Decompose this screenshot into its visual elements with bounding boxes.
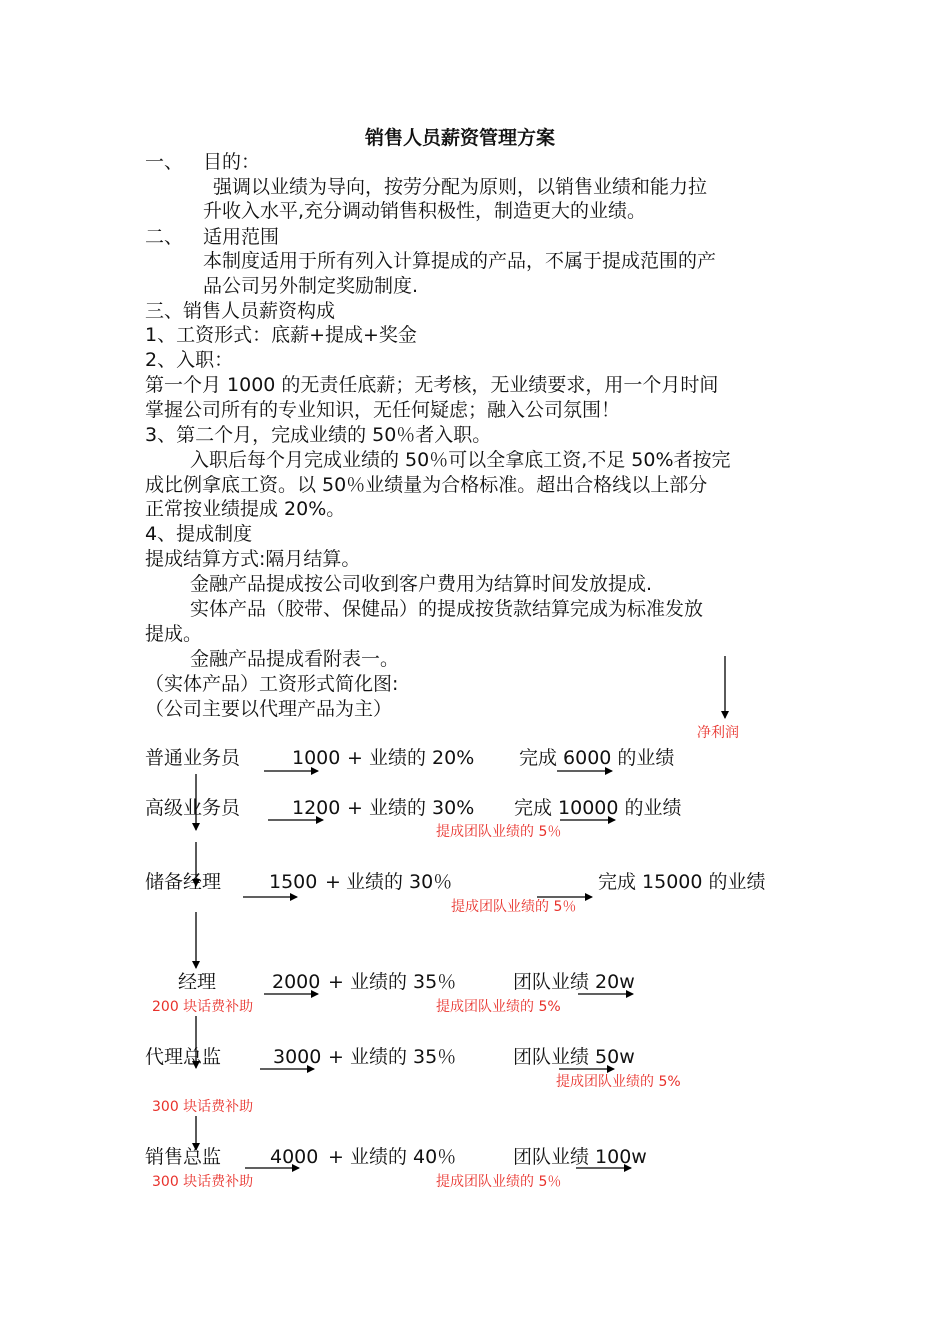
level-target: 团队业绩 50w bbox=[513, 1046, 635, 1068]
level-target: 团队业绩 20w bbox=[513, 971, 635, 993]
paragraph-entry-rule-1: 入职后每个月完成业绩的 50％可以全拿底工资,不足 50%者按完 bbox=[190, 449, 731, 471]
paragraph-diagram-caption: （实体产品）工资形式简化图: bbox=[145, 673, 399, 695]
manager-phone-subsidy-note: 200 块话费补助 bbox=[152, 999, 254, 1015]
agent-team-bonus-note: 提成团队业绩的 5% bbox=[556, 1074, 681, 1090]
level-base: 1200 bbox=[292, 797, 341, 819]
paragraph-first-month-1: 第一个月 1000 的无责任底薪；无考核，无业绩要求，用一个月时间 bbox=[145, 374, 719, 396]
paragraph-first-month-2: 掌握公司所有的专业知识，无任何疑虑；融入公司氛围！ bbox=[145, 399, 621, 421]
level-target: 完成 10000 的业绩 bbox=[514, 797, 682, 819]
paragraph-physical-products-2: 提成。 bbox=[145, 623, 203, 645]
paragraph-appendix-ref: 金融产品提成看附表一。 bbox=[190, 648, 400, 670]
section2-title: 适用范围 bbox=[203, 226, 280, 248]
plus-sign: + bbox=[328, 971, 344, 993]
paragraph-salary-form: 1、工资形式：底薪+提成+奖金 bbox=[145, 324, 417, 346]
paragraph-entry-rule-3: 正常按业绩提成 20%。 bbox=[145, 498, 346, 520]
section2-text-line2: 品公司另外制定奖励制度. bbox=[203, 275, 419, 297]
level-target: 完成 6000 的业绩 bbox=[519, 747, 675, 769]
level-base: 2000 bbox=[272, 971, 321, 993]
section2-text-line1: 本制度适用于所有列入计算提成的产品，不属于提成范围的产 bbox=[203, 250, 717, 272]
section1-text-line1: 强调以业绩为导向，按劳分配为原则，以销售业绩和能力拉 bbox=[213, 176, 708, 198]
level-base: 1000 bbox=[292, 747, 341, 769]
level-target: 完成 15000 的业绩 bbox=[598, 871, 766, 893]
manager-team-bonus-note: 提成团队业绩的 5% bbox=[436, 999, 561, 1015]
level-percentage: 业绩的 35％ bbox=[350, 1046, 457, 1068]
level-title: 经理 bbox=[178, 971, 217, 993]
level-percentage: 业绩的 35％ bbox=[350, 971, 457, 993]
senior-team-bonus-note: 提成团队业绩的 5％ bbox=[436, 824, 562, 840]
section1-number: 一、 bbox=[145, 151, 184, 173]
paragraph-physical-products-1: 实体产品（胶带、保健品）的提成按货款结算完成为标准发放 bbox=[190, 598, 704, 620]
level-base: 3000 bbox=[273, 1046, 322, 1068]
level-percentage: 业绩的 30% bbox=[369, 797, 475, 819]
reserve-team-bonus-note: 提成团队业绩的 5％ bbox=[451, 899, 577, 915]
level-percentage: 业绩的 20% bbox=[369, 747, 475, 769]
section1-text-line2: 升收入水平,充分调动销售积极性，制造更大的业绩。 bbox=[203, 200, 647, 222]
director-team-bonus-note: 提成团队业绩的 5％ bbox=[436, 1174, 562, 1190]
plus-sign: + bbox=[347, 747, 363, 769]
level-title: 储备经理 bbox=[145, 871, 222, 893]
section1-title: 目的： bbox=[203, 151, 261, 173]
paragraph-diagram-note: （公司主要以代理产品为主） bbox=[145, 698, 393, 720]
director-phone-subsidy-note: 300 块话费补助 bbox=[152, 1174, 254, 1190]
level-title: 高级业务员 bbox=[145, 797, 241, 819]
paragraph-financial-products: 金融产品提成按公司收到客户费用为结算时间发放提成. bbox=[190, 573, 653, 595]
plus-sign: + bbox=[328, 1146, 344, 1168]
agent-phone-subsidy-note: 300 块话费补助 bbox=[152, 1099, 254, 1115]
level-base: 1500 bbox=[269, 871, 318, 893]
level-title: 销售总监 bbox=[145, 1146, 222, 1168]
document-title: 销售人员薪资管理方案 bbox=[365, 127, 556, 149]
section3-title: 三、销售人员薪资构成 bbox=[145, 300, 336, 322]
level-percentage: 业绩的 30％ bbox=[346, 871, 453, 893]
paragraph-entry-rule-2: 成比例拿底工资。以 50％业绩量为合格标准。超出合格线以上部分 bbox=[145, 474, 708, 496]
level-title: 普通业务员 bbox=[145, 747, 241, 769]
section2-number: 二、 bbox=[145, 226, 184, 248]
paragraph-second-month: 3、第二个月，完成业绩的 50％者入职。 bbox=[145, 424, 492, 446]
net-profit-label: 净利润 bbox=[697, 725, 739, 741]
level-percentage: 业绩的 40％ bbox=[350, 1146, 457, 1168]
plus-sign: + bbox=[347, 797, 363, 819]
plus-sign: + bbox=[325, 871, 341, 893]
paragraph-onboarding: 2、入职： bbox=[145, 349, 234, 371]
paragraph-commission-system: 4、提成制度 bbox=[145, 523, 253, 545]
plus-sign: + bbox=[328, 1046, 344, 1068]
level-title: 代理总监 bbox=[145, 1046, 222, 1068]
level-target: 团队业绩 100w bbox=[513, 1146, 647, 1168]
paragraph-settlement: 提成结算方式:隔月结算。 bbox=[145, 548, 361, 570]
level-base: 4000 bbox=[270, 1146, 319, 1168]
